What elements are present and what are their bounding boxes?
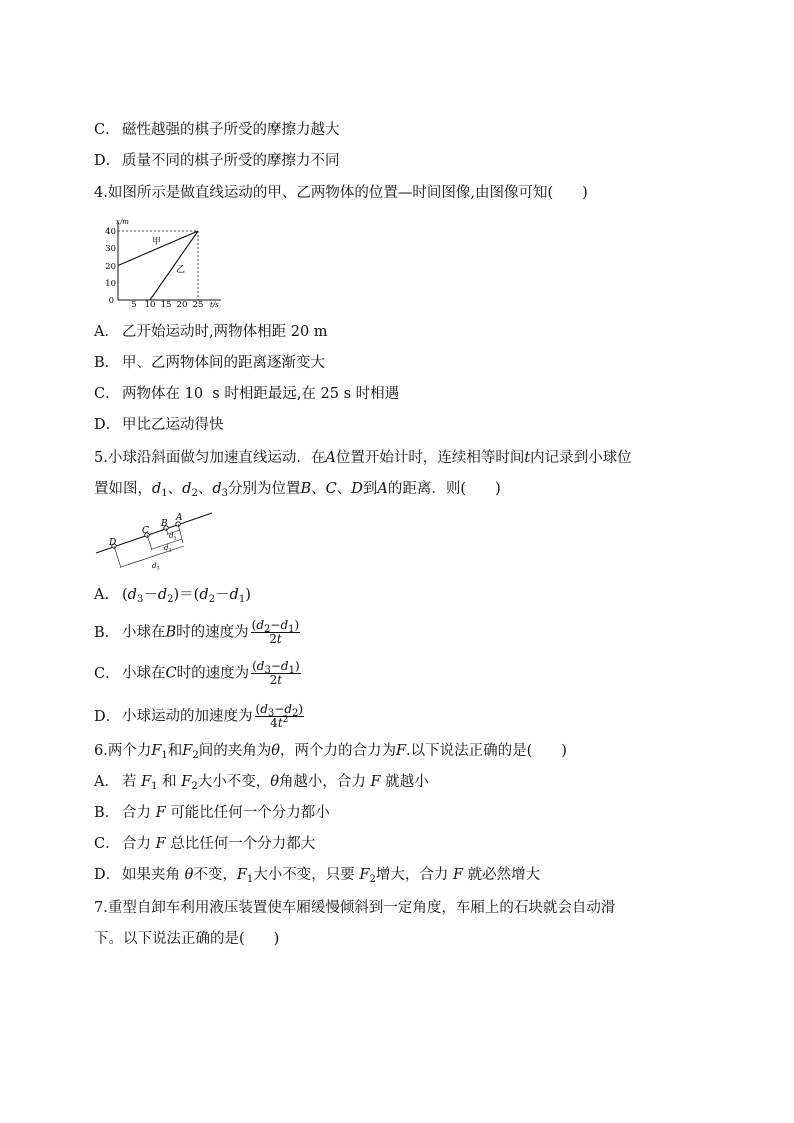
label-a: A: [176, 513, 183, 523]
q6-option-a-text: 和: [162, 774, 177, 790]
q4-option-a-label: A．: [94, 324, 119, 340]
q6-option-d-text: 就必然增大: [467, 867, 541, 883]
q5-option-c-text2: 时的速度为: [176, 665, 250, 682]
q3-option-d-text: 质量不同的棋子所受的摩擦力不同: [122, 153, 340, 169]
q5-stem-text: 5.小球沿斜面做匀加速直线运动．在: [94, 450, 326, 466]
drop-d: [114, 546, 121, 568]
q5-stem-text: 位置开始计时，连续相等时间: [335, 450, 525, 466]
q6-option-d-text: 不变，: [193, 867, 237, 883]
y-axis-label: x/m: [116, 218, 129, 226]
q6-option-c-text: 总比任何一个分力都大: [170, 836, 316, 852]
q6-option-b-text: 可能比任何一个分力都小: [170, 805, 330, 821]
q5-option-b-label: B．: [94, 624, 120, 641]
q6-option-a-text: 若: [122, 774, 137, 790]
y-tick-0: 0: [108, 296, 114, 306]
q4-option-b-text: 甲、乙两物体间的距离逐渐变大: [122, 355, 325, 371]
label-d2: $d_2$: [164, 544, 172, 554]
q5-option-c-text: 小球在: [122, 665, 166, 682]
x-tick-15: 15: [160, 300, 172, 310]
q3-option-c-text: 磁性越强的棋子所受的摩擦力越大: [122, 122, 340, 138]
q4-graph-svg: [100, 216, 225, 312]
q5-option-b-fraction: $\frac{(d_2-d_1)}{2t}$: [251, 618, 300, 646]
q5-option-c-fraction: $\frac{(d_3-d_1)}{2t}$: [252, 659, 300, 687]
label-yi: 乙: [176, 265, 186, 275]
x-axis-label: t/s: [210, 301, 219, 309]
q3-option-d: [94, 151, 340, 171]
drop-c: [147, 535, 152, 550]
q3-option-c: [94, 120, 340, 140]
q3-option-c-label: C．: [94, 122, 120, 138]
q5-stem-text: 到: [362, 481, 378, 497]
q4-option-a-text: 乙开始运动时,两物体相距 20 m: [122, 324, 328, 340]
q6-option-d-text: 增大，合力: [375, 867, 449, 883]
q4-option-c: [94, 384, 399, 404]
x-tick-25: 25: [192, 300, 204, 310]
q4-option-a: [94, 322, 328, 342]
q6-stem-text: 和: [167, 743, 183, 759]
q6-option-d-label: D．: [94, 867, 121, 883]
q4-option-d: [94, 415, 224, 435]
q6-stem-text: 间的夹角为: [198, 743, 272, 759]
label-d: D: [109, 538, 117, 548]
q4-position-time-graph: [100, 216, 225, 316]
q3-option-d-label: D．: [94, 153, 121, 169]
q5-option-b-text2: 时的速度为: [176, 624, 249, 641]
q6-stem-text: 6.两个力: [94, 743, 152, 759]
q5-stem-text: 的距离．则( ): [387, 481, 501, 497]
q6-option-b-label: B．: [94, 805, 120, 821]
q6-option-a-label: A．: [94, 774, 119, 790]
q5-option-d-text: 小球运动的加速度为: [122, 708, 253, 725]
q6-stem-text: ，两个力的合力为: [279, 743, 396, 759]
q5-stem-line2: 置如图，$d_1$、$d_2$、$d_3$分别为位置B、C、D到A的距离．则( ): [94, 481, 501, 499]
x-tick-10: 10: [144, 300, 156, 310]
q5-option-c-var: C: [165, 665, 177, 682]
q5-option-c-label: C．: [94, 665, 120, 682]
q5-option-d: [94, 703, 304, 730]
q7-stem-line1: 7.重型自卸车利用液压装置使车厢缓慢倾斜到一定角度，车厢上的石块就会自动滑: [94, 900, 616, 916]
x-tick-20: 20: [176, 300, 188, 310]
q6-stem-text: 以下说法正确的是( ): [410, 743, 567, 759]
q5-option-b-text: 小球在: [122, 624, 166, 641]
label-jia: 甲: [152, 237, 162, 247]
q5-incline-figure: [94, 505, 219, 581]
q5-stem-text: 置如图，: [94, 481, 152, 497]
label-d1: $d_1$: [169, 532, 177, 542]
q6-option-c-label: C．: [94, 836, 120, 852]
label-b: B: [161, 519, 168, 529]
q5-incline-svg: [94, 505, 219, 577]
q5-option-a-label: A．: [94, 587, 119, 603]
q5-option-b: [94, 619, 300, 646]
q6-option-d-text: 如果夹角: [122, 867, 180, 883]
q6-option-d-text: 大小不变，只要: [253, 867, 355, 883]
q6-option-d: D． 如果夹角 θ不变，$F_1$大小不变，只要 $F_2$增大，合力 F 就必然增大: [94, 867, 541, 885]
q6-option-c-text: 合力: [122, 836, 151, 852]
label-d3: $d_3$: [152, 562, 160, 572]
q6-option-b-text: 合力: [122, 805, 151, 821]
q5-stem-text: 分别为位置: [228, 481, 301, 497]
q5-stem-var-a: A: [325, 450, 336, 466]
x-tick-5: 5: [131, 300, 137, 310]
q4-stem: 4.如图所示是做直线运动的甲、乙两物体的位置—时间图像,由图像可知( ): [94, 185, 588, 201]
q5-stem-line1: [94, 448, 632, 468]
q6-option-c: C． 合力 F 总比任何一个分力都大: [94, 836, 316, 852]
q6-option-a-text: 角越小，合力: [278, 774, 366, 790]
y-tick-10: 10: [105, 279, 116, 289]
q6-stem: 6.两个力$F_1$和$F_2$间的夹角为θ，两个力的合力为F.以下说法正确的是( ): [94, 743, 567, 761]
y-tick-20: 20: [105, 262, 116, 272]
q4-option-b: [94, 353, 325, 373]
q6-option-b: B． 合力 F 可能比任何一个分力都小: [94, 805, 330, 821]
label-c: C: [142, 526, 149, 536]
q5-stem-var-t: t: [524, 450, 531, 466]
y-tick-40: 40: [105, 227, 116, 237]
q7-stem-line2: 下。以下说法正确的是( ): [94, 931, 280, 947]
y-tick-30: 30: [105, 244, 116, 254]
q6-option-a-text: 就越小: [385, 774, 429, 790]
q5-option-d-label: D．: [94, 708, 121, 725]
q4-option-d-text: 甲比乙运动得快: [122, 417, 224, 433]
q6-option-a: A． 若 $F_1$ 和 $F_2$大小不变，θ角越小，合力 F 就越小: [94, 774, 429, 792]
q5-stem-text: 内记录到小球位: [530, 450, 632, 466]
q4-option-c-text: 两物体在 10 s 时相距最远,在 25 s 时相遇: [122, 386, 400, 402]
q5-option-c: [94, 660, 301, 687]
q5-option-b-var: B: [165, 624, 177, 641]
q5-option-d-fraction: $\frac{(d_3-d_2)}{4t^2}$: [255, 702, 304, 730]
q5-option-a: A． $(d_3-d_2)=(d_2-d_1)$: [94, 587, 251, 605]
q4-option-d-label: D．: [94, 417, 121, 433]
q4-option-c-label: C．: [94, 386, 120, 402]
q4-option-b-label: B．: [94, 355, 120, 371]
q6-option-a-text: 大小不变，: [197, 774, 271, 790]
